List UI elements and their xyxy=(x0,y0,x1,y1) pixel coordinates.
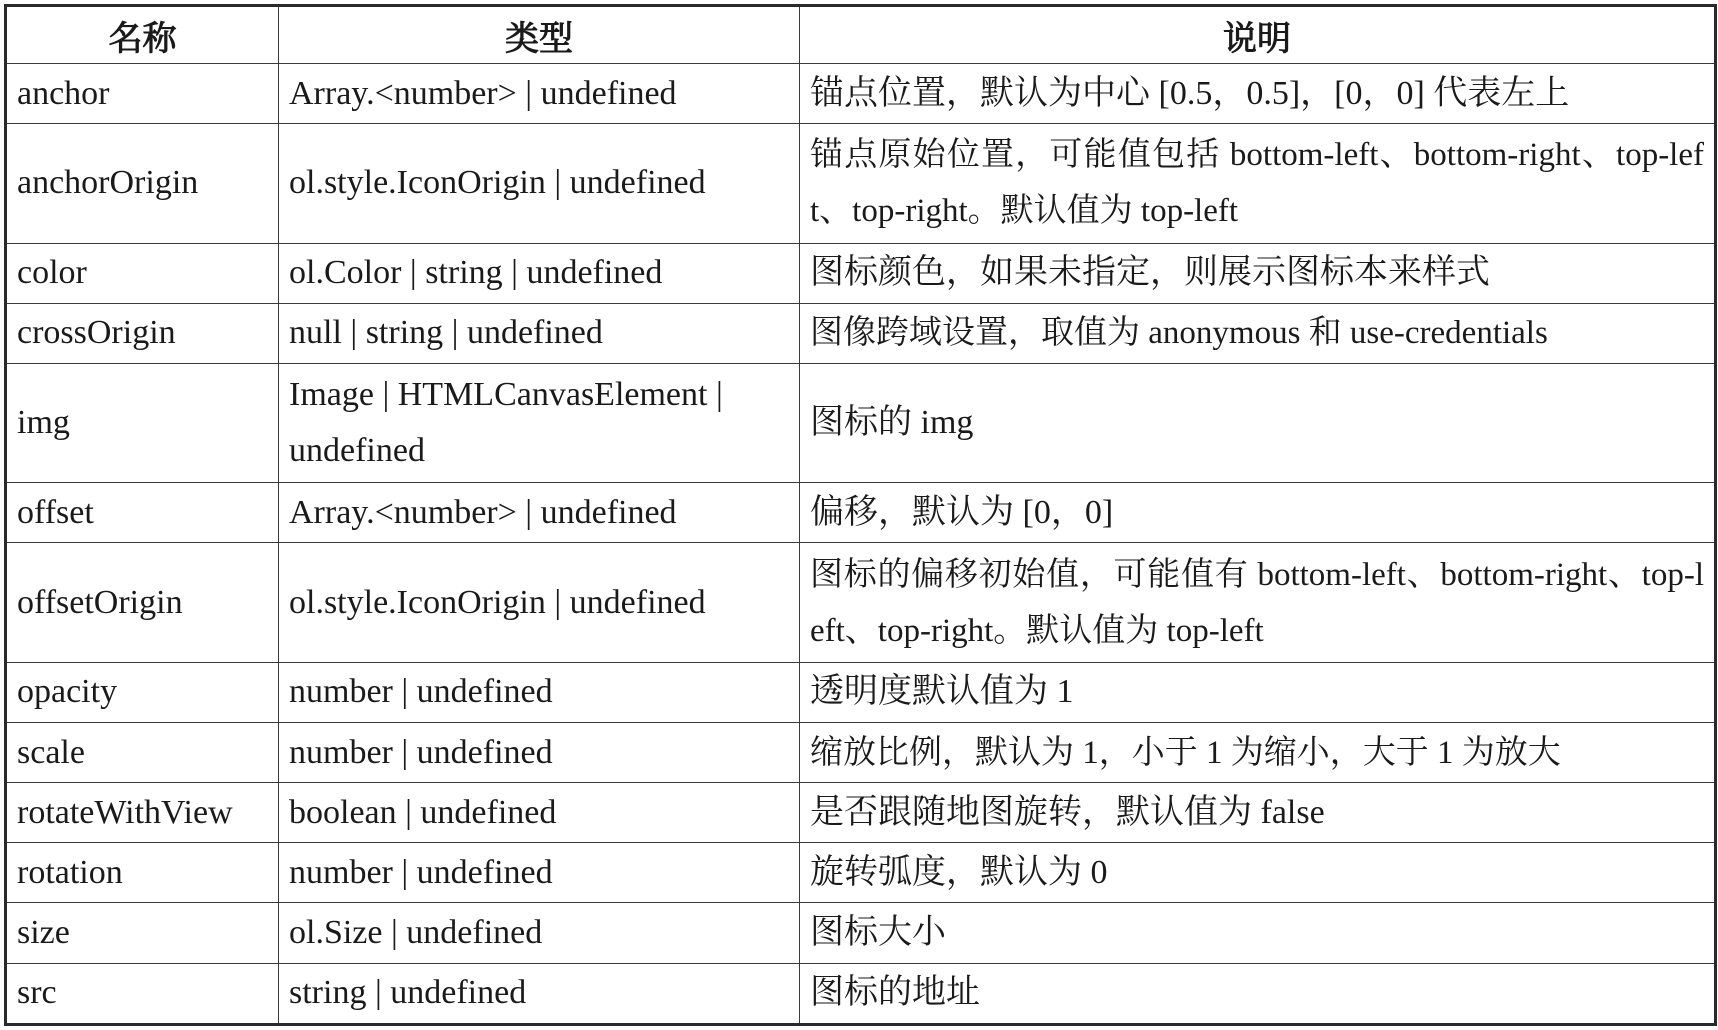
cell-type: number | undefined xyxy=(279,662,800,722)
cell-type: ol.Size | undefined xyxy=(279,903,800,963)
table-row xyxy=(6,662,1716,722)
cell-name: color xyxy=(6,243,279,303)
cell-description: 锚点原始位置，可能值包括 bottom-left、bottom-right、top-left、top-right。默认值为 top-left xyxy=(800,124,1716,243)
cell-name: rotation xyxy=(6,843,279,903)
cell-type: Array.<number> | undefined xyxy=(279,64,800,124)
cell-name: crossOrigin xyxy=(6,303,279,363)
cell-type: Array.<number> | undefined xyxy=(279,483,800,543)
cell-name: opacity xyxy=(6,662,279,722)
header-type: 类型 xyxy=(279,6,800,64)
cell-description: 图像跨域设置，取值为 anonymous 和 use-credentials xyxy=(800,303,1716,363)
table-row xyxy=(6,124,1716,243)
table-row xyxy=(6,843,1716,903)
cell-name: scale xyxy=(6,722,279,782)
cell-type: number | undefined xyxy=(279,722,800,782)
cell-description: 透明度默认值为 1 xyxy=(800,662,1716,722)
table-row xyxy=(6,722,1716,782)
cell-name: anchorOrigin xyxy=(6,124,279,243)
cell-name: anchor xyxy=(6,64,279,124)
cell-type: boolean | undefined xyxy=(279,783,800,843)
cell-description: 图标的 img xyxy=(800,363,1716,482)
cell-description: 偏移，默认为 [0，0] xyxy=(800,483,1716,543)
table-row xyxy=(6,243,1716,303)
cell-type: number | undefined xyxy=(279,843,800,903)
table-row xyxy=(6,363,1716,482)
cell-description: 锚点位置，默认为中心 [0.5，0.5]，[0，0] 代表左上 xyxy=(800,64,1716,124)
table-row xyxy=(6,963,1716,1024)
cell-name: src xyxy=(6,963,279,1024)
table-header xyxy=(6,6,1716,64)
cell-description: 图标颜色，如果未指定，则展示图标本来样式 xyxy=(800,243,1716,303)
header-name: 名称 xyxy=(6,6,279,64)
table-row xyxy=(6,903,1716,963)
cell-name: offsetOrigin xyxy=(6,543,279,662)
cell-type: null | string | undefined xyxy=(279,303,800,363)
table-row xyxy=(6,64,1716,124)
cell-type: string | undefined xyxy=(279,963,800,1024)
table-row xyxy=(6,483,1716,543)
header-description: 说明 xyxy=(800,6,1716,64)
header-row xyxy=(6,6,1716,64)
cell-name: offset xyxy=(6,483,279,543)
cell-description: 缩放比例，默认为 1，小于 1 为缩小，大于 1 为放大 xyxy=(800,722,1716,782)
cell-description: 旋转弧度，默认为 0 xyxy=(800,843,1716,903)
cell-description: 图标的偏移初始值，可能值有 bottom-left、bottom-right、top-left、top-right。默认值为 top-left xyxy=(800,543,1716,662)
cell-name: img xyxy=(6,363,279,482)
table-row xyxy=(6,543,1716,662)
table-row xyxy=(6,303,1716,363)
cell-name: rotateWithView xyxy=(6,783,279,843)
cell-description: 图标的地址 xyxy=(800,963,1716,1024)
cell-description: 是否跟随地图旋转，默认值为 false xyxy=(800,783,1716,843)
cell-type: ol.Color | string | undefined xyxy=(279,243,800,303)
cell-type: ol.style.IconOrigin | undefined xyxy=(279,543,800,662)
cell-type: Image | HTMLCanvasElement | undefined xyxy=(279,363,800,482)
table-row xyxy=(6,783,1716,843)
cell-description: 图标大小 xyxy=(800,903,1716,963)
cell-type: ol.style.IconOrigin | undefined xyxy=(279,124,800,243)
cell-name: size xyxy=(6,903,279,963)
icon-options-table xyxy=(4,4,1717,1026)
table-body xyxy=(6,64,1716,1025)
